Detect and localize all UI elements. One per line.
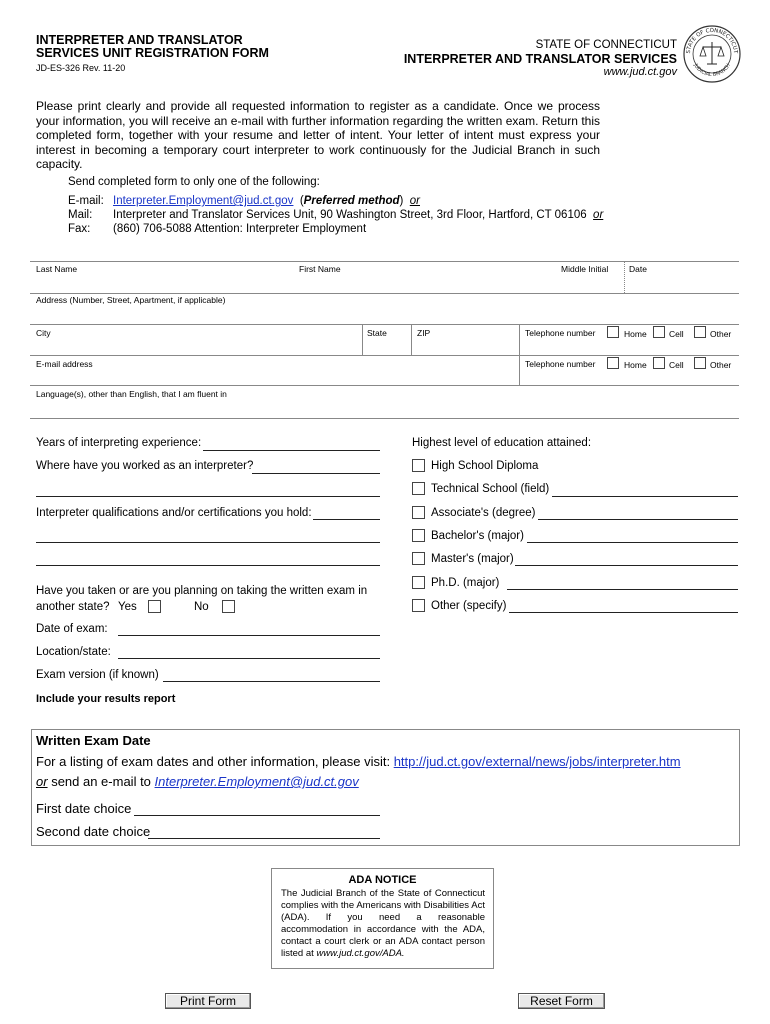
no-label: No: [194, 601, 209, 613]
exam-version-label: Exam version (if known): [36, 669, 159, 681]
state-name: STATE OF CONNECTICUT: [535, 39, 677, 51]
home-label-2: Home: [624, 360, 647, 370]
zip-label: ZIP: [417, 328, 431, 338]
ada-text: The Judicial Branch of the State of Connecticut complies with the Americans with Disabilities Act (ADA). If you need a reasonable accommodation in accordance with the ADA, contact a court clerk or an ADA contact person listed at: [281, 888, 485, 959]
first-choice-input[interactable]: [134, 815, 380, 816]
mail-address: Interpreter and Translator Services Unit, 90 Washington Street, 3rd Floor, Hartford, CT 06106: [113, 209, 587, 221]
telephone-label-2: Telephone number: [525, 359, 596, 369]
or-text: or: [409, 195, 420, 207]
edu-masters-checkbox[interactable]: [412, 552, 425, 565]
address-input[interactable]: [30, 306, 738, 322]
edu-tech-label: Technical School (field): [431, 483, 550, 495]
phone1-other-checkbox[interactable]: [694, 326, 706, 338]
send-email-row: Interpreter.Employment@jud.ct.gov (Preferred method) or: [113, 195, 420, 207]
edu-hs-checkbox[interactable]: [412, 459, 425, 472]
where-input-2[interactable]: [36, 496, 380, 497]
location-input[interactable]: [118, 658, 380, 659]
middle-initial-label: Middle Initial: [561, 264, 609, 274]
yes-label: Yes: [118, 601, 137, 613]
where-label: Where have you worked as an interpreter?: [36, 460, 254, 472]
form-title-line2: SERVICES UNIT REGISTRATION FORM: [36, 46, 269, 60]
website: www.jud.ct.gov: [603, 66, 677, 78]
written-exam-listing: [36, 754, 681, 769]
include-results-note: Include your results report: [36, 693, 176, 705]
written-exam-send: [36, 774, 359, 789]
ada-title: ADA NOTICE: [348, 874, 417, 886]
mail-row: [113, 208, 603, 222]
ada-body: [281, 888, 485, 960]
qualifications-input-2[interactable]: [36, 542, 380, 543]
written-exam-title: Written Exam Date: [36, 733, 151, 748]
edu-bach-input[interactable]: [527, 542, 738, 543]
seal-bottom-text: JUDICIAL BRANCH: [692, 62, 732, 79]
reset-form-button[interactable]: Reset Form: [518, 993, 605, 1009]
edu-hs-label: High School Diploma: [431, 460, 539, 472]
second-choice-input[interactable]: [148, 838, 380, 839]
edu-bach-label: Bachelor's (major): [431, 530, 524, 542]
city-label: City: [36, 328, 51, 338]
ada-link: www.jud.ct.gov/ADA.: [316, 948, 405, 959]
location-label: Location/state:: [36, 646, 111, 658]
other-label-2: Other: [710, 360, 732, 370]
phone2-other-checkbox[interactable]: [694, 357, 706, 369]
education-heading: Highest level of education attained:: [412, 437, 592, 449]
edu-masters-label: Master's (major): [431, 553, 514, 565]
phone2-cell-checkbox[interactable]: [653, 357, 665, 369]
second-choice-label: Second date choice: [36, 824, 151, 839]
edu-bach-checkbox[interactable]: [412, 529, 425, 542]
last-name-label: Last Name: [36, 264, 78, 274]
mail-label: Mail:: [68, 209, 93, 221]
edu-other-input[interactable]: [509, 612, 738, 613]
qualifications-label: Interpreter qualifications and/or certifications you hold:: [36, 507, 312, 519]
email-address-label: E-mail address: [36, 359, 93, 369]
exam-question-line2: another state?: [36, 601, 110, 613]
email-label: E-mail:: [68, 195, 104, 207]
edu-other-label: Other (specify): [431, 600, 507, 612]
other-label: Other: [710, 329, 732, 339]
date-input[interactable]: [628, 278, 738, 294]
edu-assoc-input[interactable]: [538, 519, 738, 520]
form-title-line1: INTERPRETER AND TRANSLATOR: [36, 33, 243, 47]
state-label: State: [367, 328, 387, 338]
edu-tech-input[interactable]: [552, 496, 738, 497]
years-input[interactable]: [203, 450, 380, 451]
send-heading: Send completed form to only one of the following:: [68, 176, 320, 188]
languages-input[interactable]: [30, 400, 738, 416]
phone1-home-checkbox[interactable]: [607, 326, 619, 338]
name-input[interactable]: [30, 278, 620, 294]
edu-assoc-label: Associate's (degree): [431, 507, 536, 519]
years-label: Years of interpreting experience:: [36, 437, 202, 449]
date-of-exam-label: Date of exam:: [36, 623, 108, 635]
edu-phd-input[interactable]: [507, 589, 738, 590]
exam-version-input[interactable]: [163, 681, 380, 682]
exam-email-link[interactable]: Interpreter.Employment@jud.ct.gov: [154, 774, 359, 789]
qualifications-input[interactable]: [313, 519, 380, 520]
edu-assoc-checkbox[interactable]: [412, 506, 425, 519]
listing-text: For a listing of exam dates and other information, please visit:: [36, 754, 391, 769]
print-form-button[interactable]: Print Form: [165, 993, 251, 1009]
date-of-exam-input[interactable]: [118, 635, 380, 636]
exam-question-line1: Have you taken or are you planning on taking the written exam in: [36, 585, 368, 597]
cell-label: Cell: [669, 329, 684, 339]
state-seal-icon: [682, 24, 742, 84]
preferred-method: Preferred method: [303, 195, 400, 207]
seal-top-text: STATE OF CONNECTICUT: [685, 27, 739, 54]
qualifications-input-3[interactable]: [36, 565, 380, 566]
home-label: Home: [624, 329, 647, 339]
form-id: JD-ES-326 Rev. 11-20: [36, 63, 126, 73]
edu-tech-checkbox[interactable]: [412, 482, 425, 495]
languages-label: Language(s), other than English, that I am fluent in: [36, 389, 227, 399]
edu-phd-label: Ph.D. (major): [431, 577, 500, 589]
fax-label: Fax:: [68, 223, 91, 235]
date-label: Date: [629, 264, 647, 274]
edu-masters-input[interactable]: [515, 565, 738, 566]
send-email-link[interactable]: Interpreter.Employment@jud.ct.gov: [113, 195, 294, 207]
edu-phd-checkbox[interactable]: [412, 576, 425, 589]
cell-label-2: Cell: [669, 360, 684, 370]
or-text-3: or: [36, 774, 48, 789]
first-name-label: First Name: [299, 264, 341, 274]
address-label: Address (Number, Street, Apartment, if applicable): [36, 295, 226, 305]
phone1-cell-checkbox[interactable]: [653, 326, 665, 338]
send-text: send an e-mail to: [51, 774, 151, 789]
where-input[interactable]: [252, 473, 380, 474]
unit-name: INTERPRETER AND TRANSLATOR SERVICES: [403, 52, 677, 66]
listing-url-link[interactable]: http://jud.ct.gov/external/news/jobs/interpreter.htm: [393, 754, 681, 769]
phone2-home-checkbox[interactable]: [607, 357, 619, 369]
yes-checkbox[interactable]: [148, 600, 161, 613]
intro-paragraph: Please print clearly and provide all requested information to register as a candidate. Once we process your information, you will receive an e-mail with further information regarding the written exam. Return this completed form, together with your resume and letter of intent. Your letter of intent must express your interest in becoming a temporary court interpreter to work continuously for the Judicial Branch in such capacity.: [36, 99, 600, 171]
no-checkbox[interactable]: [222, 600, 235, 613]
first-choice-label: First date choice: [36, 801, 132, 816]
edu-other-checkbox[interactable]: [412, 599, 425, 612]
telephone-label: Telephone number: [525, 328, 596, 338]
fax-value: (860) 706-5088 Attention: Interpreter Employment: [113, 223, 367, 235]
or-text-2: or: [593, 209, 604, 221]
